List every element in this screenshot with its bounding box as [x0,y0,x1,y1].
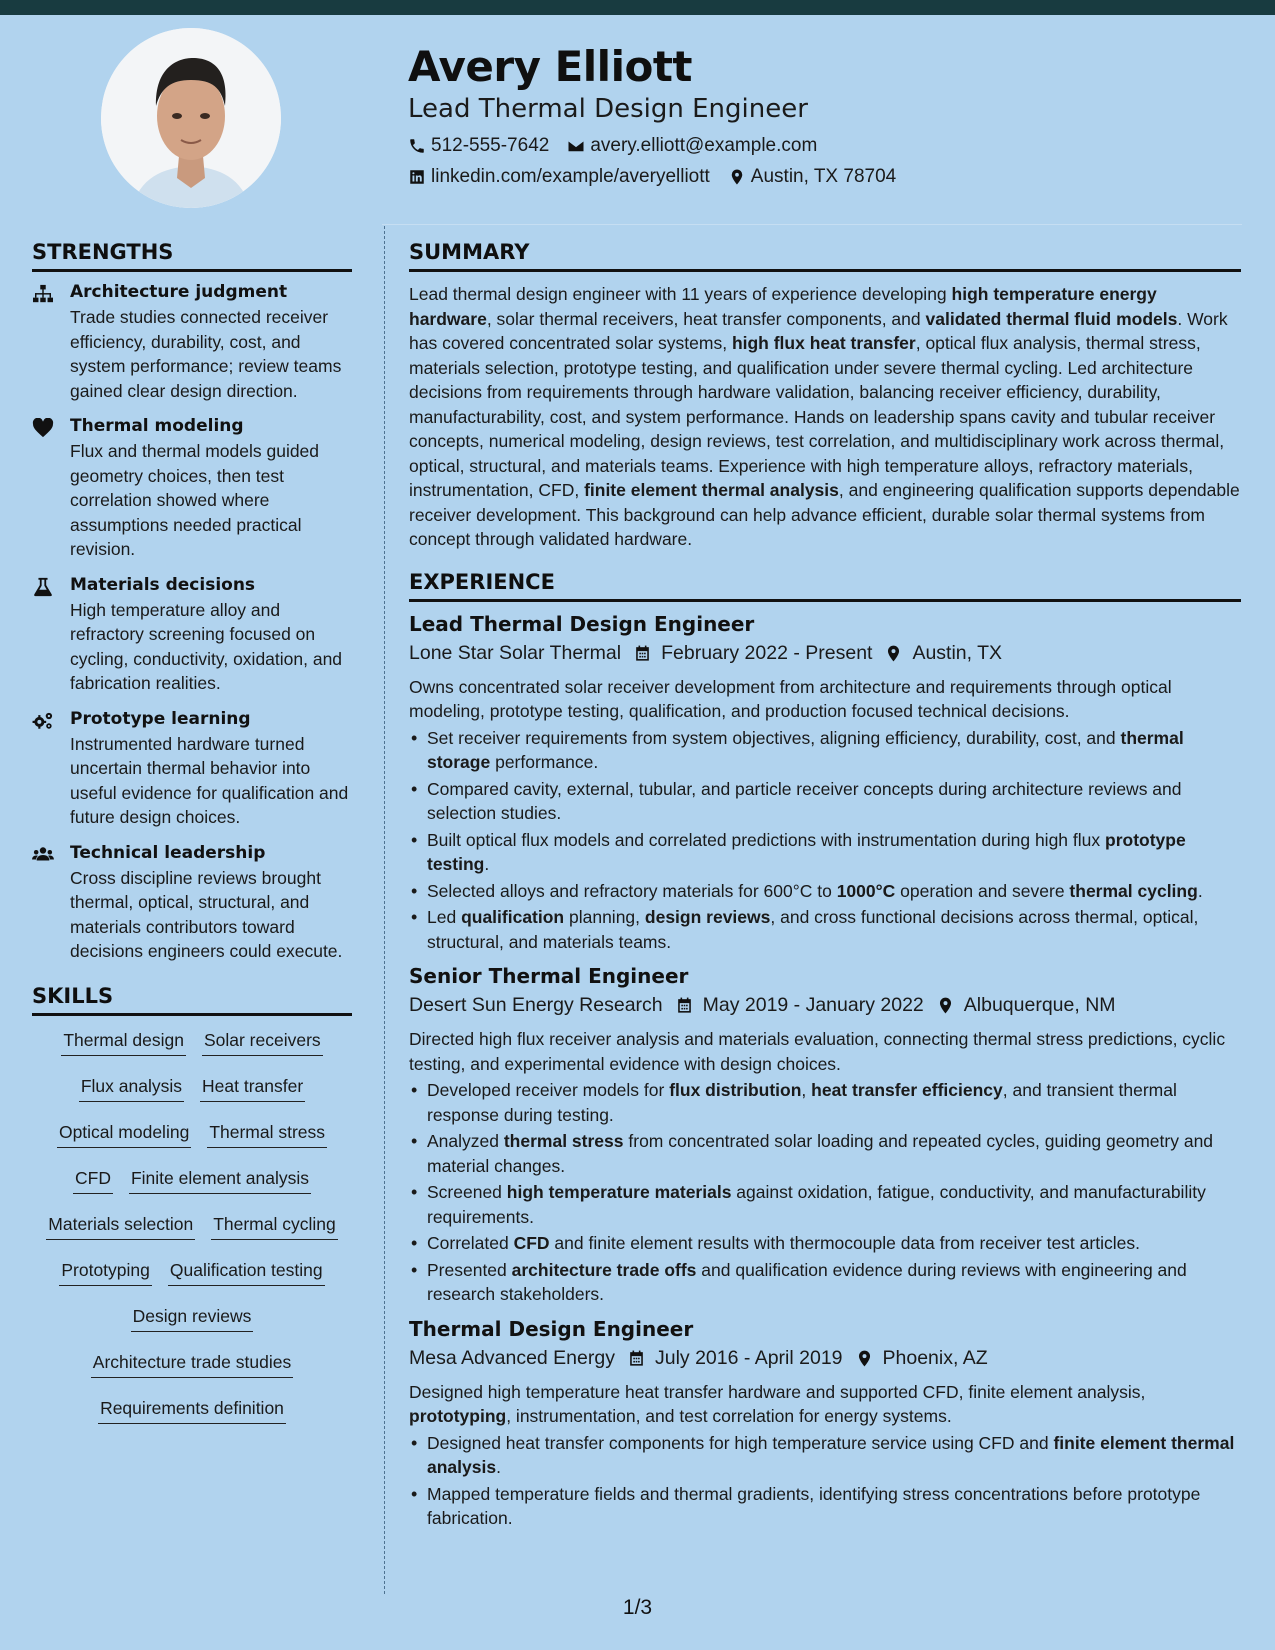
job-description: Directed high flux receiver analysis and materials evaluation, connecting thermal stress predictions, cyclic testing, and experimental evidence with design choices. [409,1029,1226,1074]
job-bullet: • Designed heat transfer components for high temperature service using CFD and finite element thermal analysis. [409,1431,1241,1480]
job-bullet: • Set receiver requirements from system objectives, aligning efficiency, durability, cost, and thermal storage performance. [409,726,1241,775]
skill-tag: Requirements definition [98,1396,286,1424]
experience-list [409,612,1241,1531]
strength-desc: Trade studies connected receiver efficiency, durability, cost, and system performance; review teams gained clear design direction. [70,307,342,401]
skill-tag: Heat transfer [200,1074,305,1102]
strength-item [32,709,352,830]
linkedin-contact[interactable] [408,166,710,188]
skill-tag: Thermal stress [207,1120,327,1148]
strength-title: Architecture judgment [70,282,288,302]
candidate-title: Lead Thermal Design Engineer [408,94,808,124]
job-bullet: • Selected alloys and refractory materials for 600°C to 1000°C operation and severe thermal cycling. [409,879,1241,904]
skill-tag: Flux analysis [79,1074,184,1102]
page-number: 1/3 [622,1596,653,1619]
job-title: Senior Thermal Engineer [409,964,689,988]
strength-item [32,282,352,403]
job-meta [409,994,1241,1017]
strength-title: Materials decisions [70,574,256,595]
job-description: Owns concentrated solar receiver development from architecture and requirements through optical modeling, prototype testing, qualification, and production focused technical decisions. [409,676,1172,721]
job-entry [409,964,1241,1307]
contact-row-2 [408,166,914,188]
job-bullet: • Compared cavity, external, tubular, and particle receiver concepts during architecture reviews and selection studies. [409,777,1241,826]
job-description: Designed high temperature heat transfer hardware and supported CFD, finite element analysis, prototyping, instrumentation, and test correlation for energy systems. [409,1381,1146,1426]
skill-tag: Optical modeling [57,1120,191,1148]
job-bullet: • Built optical flux models and correlated predictions with instrumentation during high flux prototype testing. [409,828,1241,877]
linkedin-text: linkedin.com/example/averyelliott [431,166,710,187]
map-pin-icon [855,1349,874,1368]
strength-item [32,843,352,964]
phone-contact[interactable] [408,135,549,157]
strength-desc: Flux and thermal models guided geometry choices, then test correlation showed where assumptions needed practical revision. [70,441,320,559]
skill-tag: Materials selection [46,1212,195,1240]
job-entry [409,1317,1241,1531]
job-title: Thermal Design Engineer [409,1316,694,1341]
job-dates: February 2022 - Present [661,641,873,664]
email-text: avery.elliott@example.com [590,135,818,156]
strength-desc: High temperature alloy and refractory screening focused on cycling, conductivity, oxidation, and fabrication realities. [70,599,343,693]
job-dates: May 2019 - January 2022 [702,994,924,1016]
job-bullets [409,1078,1241,1307]
skill-tag: Architecture trade studies [91,1350,293,1378]
left-column [32,240,352,1442]
job-bullet: • Analyzed thermal stress from concentrated solar loading and repeated cycles, guiding geometry and material changes. [409,1129,1241,1178]
strength-item [32,575,352,696]
skill-tag: Thermal cycling [211,1212,338,1240]
job-meta [409,1347,1241,1370]
job-meta [409,642,1241,665]
strength-title: Thermal modeling [70,416,244,436]
job-title: Lead Thermal Design Engineer [409,611,755,636]
job-company: Desert Sun Energy Research [409,994,663,1016]
envelope-icon [567,137,585,155]
skill-tag: Solar receivers [202,1028,323,1056]
experience-heading: EXPERIENCE [409,570,1241,602]
skill-tag: Prototyping [59,1258,152,1286]
flask-icon [32,577,54,597]
skill-tag: Thermal design [61,1028,186,1056]
email-contact[interactable] [567,135,817,157]
top-bar [0,0,1275,15]
right-column [409,240,1241,1541]
strengths-heading: STRENGTHS [32,240,352,272]
skill-tag: Design reviews [131,1304,254,1332]
strength-item [32,416,352,562]
calendar-icon [633,644,652,663]
job-bullets [409,1431,1241,1531]
calendar-icon [627,1349,646,1368]
job-bullet: • Presented architecture trade offs and qualification evidence during reviews with engineering and research stakeholders. [409,1258,1241,1307]
skills-heading: SKILLS [32,984,352,1016]
job-location: Austin, TX [912,641,1003,664]
strength-title: Technical leadership [70,842,266,863]
map-pin-icon [884,644,903,663]
users-icon [32,845,54,865]
skill-tag: CFD [73,1166,113,1194]
sitemap-icon [32,284,54,304]
gears-icon [32,711,54,731]
job-bullet: • Developed receiver models for flux distribution, heat transfer efficiency, and transient thermal response during testing. [409,1078,1241,1127]
map-pin-icon [728,168,746,186]
profile-photo [101,28,281,208]
strength-desc: Cross discipline reviews brought thermal, optical, structural, and materials contributors toward decisions engineers could execute. [70,867,343,961]
calendar-icon [675,996,694,1015]
job-bullet: • Led qualification planning, design reviews, and cross functional decisions across thermal, optical, structural, and materials teams. [409,905,1241,954]
job-entry [409,612,1241,955]
heart-icon [32,418,54,438]
column-divider [384,226,385,1594]
location-text: Austin, TX 78704 [750,166,897,187]
job-location: Albuquerque, NM [963,994,1116,1016]
location-contact [728,166,896,188]
contact-row-1 [408,135,835,157]
job-bullet: • Screened high temperature materials against oxidation, fatigue, conductivity, and manufacturability requirements. [409,1180,1241,1229]
summary-heading: SUMMARY [409,240,1241,272]
job-bullet: • Mapped temperature fields and thermal gradients, identifying stress concentrations before prototype fabrication. [409,1482,1241,1531]
job-location: Phoenix, AZ [882,1346,988,1369]
strength-title: Prototype learning [70,708,251,729]
phone-text: 512-555-7642 [431,135,550,156]
job-bullets [409,726,1241,955]
job-company: Mesa Advanced Energy [409,1346,615,1369]
header-rule [382,224,1242,225]
skill-tag: Qualification testing [168,1258,325,1286]
strengths-list [32,282,352,964]
job-bullet: • Correlated CFD and finite element results with thermocouple data from receiver test articles. [409,1231,1241,1256]
summary-text: Lead thermal design engineer with 11 years of experience developing high temperature energy hardware, solar thermal receivers, heat transfer components, and validated thermal fluid models. Work has covered concentrated solar systems, high flux heat transfer, optical flux analysis, thermal stress, materials selection, prototype testing, and qualification under severe thermal cycling. Led architecture decisions from requirements through hardware validation, balancing receiver efficiency, durability, manufacturability, cost, and system performance. Hands on leadership spans cavity and tubular receiver concepts, numerical modeling, design reviews, test correlation, and multidisciplinary work across thermal, optical, structural, and materials teams. Experience with high temperature alloys, refractory materials, instrumentation, CFD, finite element thermal analysis, and engineering qualification supports dependable receiver development. This background can help advance efficient, durable solar thermal systems from concept through validated hardware. [409,284,1240,549]
job-dates: July 2016 - April 2019 [654,1346,843,1369]
map-pin-icon [936,996,955,1015]
job-company: Lone Star Solar Thermal [409,641,622,664]
candidate-name: Avery Elliott [408,42,692,91]
strength-desc: Instrumented hardware turned uncertain thermal behavior into useful evidence for qualification and future design choices. [70,733,349,827]
phone-icon [408,137,426,155]
skills-list [32,1028,352,1442]
linkedin-icon [408,168,426,186]
skill-tag: Finite element analysis [129,1166,311,1194]
